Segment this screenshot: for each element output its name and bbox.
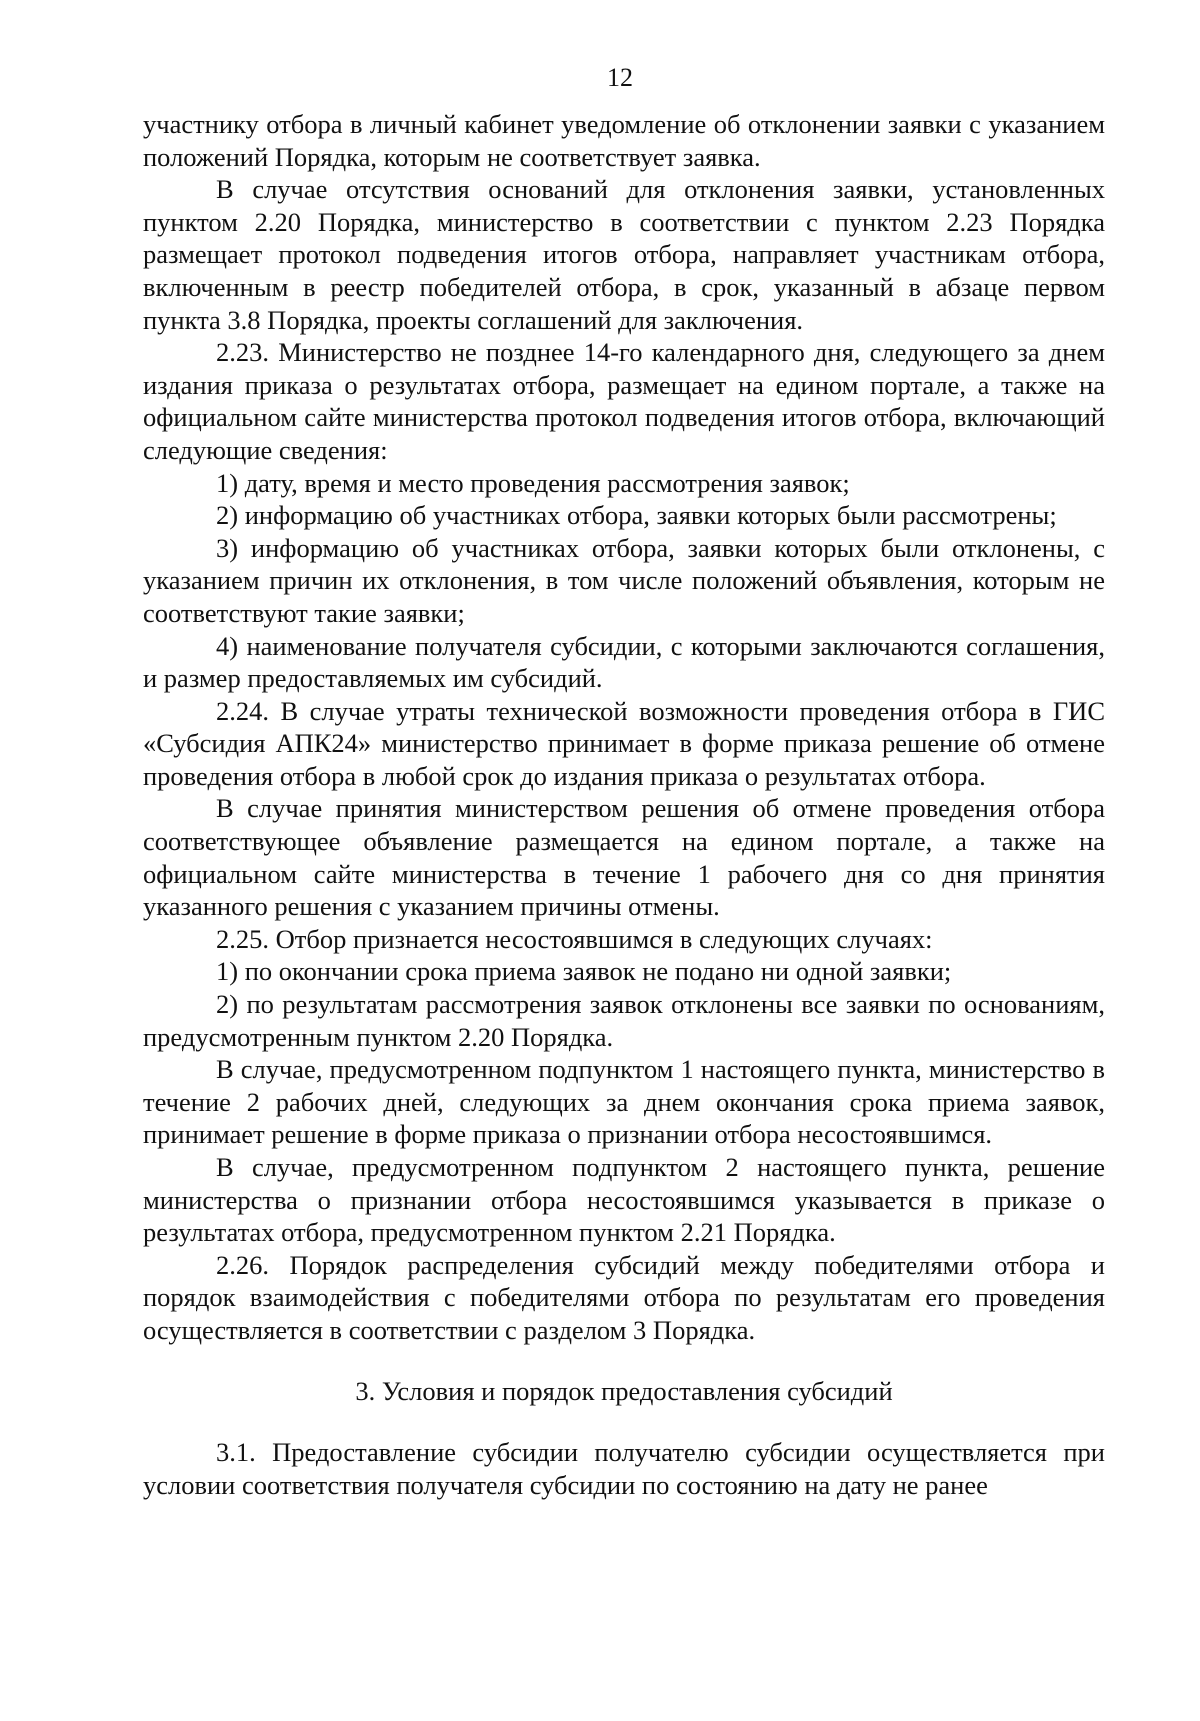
list-item: 3) информацию об участниках отбора, заявки которых были отклонены, с указанием причин их отклонения, в том числе положений объявления, которым не соответствуют такие заявки;: [143, 532, 1105, 628]
paragraph-clause-2-25: 2.25. Отбор признается несостоявшимся в следующих случаях:: [216, 923, 933, 954]
section-heading: 3. Условия и порядок предоставления субсидий: [355, 1375, 893, 1406]
paragraph: В случае принятия министерством решения об отмене проведения отбора соответствующее объявление размещается на едином портале, а также на официальном сайте министерства в течение 1 рабочего дня со дня принятия указанного решения с указанием причины отмены.: [143, 793, 1105, 922]
paragraph-continuation: участнику отбора в личный кабинет уведомление об отклонении заявки с указанием положений Порядка, которым не соответствует заявка.: [143, 109, 1105, 172]
paragraph: В случае отсутствия оснований для отклонения заявки, установленных пунктом 2.20 Порядка, министерство в соответствии с пунктом 2.23 Порядка размещает протокол подведения итогов отбора, направляет участникам отбора, включенным в реестр победителей отбора, в срок, указанный в абзаце первом пункта 3.8 Порядка, проекты соглашений для заключения.: [143, 174, 1105, 335]
paragraph-clause-2-23: 2.23. Министерство не позднее 14-го календарного дня, следующего за днем издания приказа о результатах отбора, размещает на едином портале, а также на официальном сайте министерства протокол подведения итогов отбора, включающий следующие сведения:: [143, 337, 1105, 465]
list-item: 1) дату, время и место проведения рассмотрения заявок;: [216, 467, 850, 498]
list-item: 1) по окончании срока приема заявок не подано ни одной заявки;: [216, 956, 952, 987]
page-number: 12: [607, 63, 633, 92]
document-body: [143, 108, 1105, 1501]
paragraph-clause-2-26: 2.26. Порядок распределения субсидий между победителями отбора и порядок взаимодействия с победителями отбора по результатам его проведения осуществляется в соответствии с разделом 3 Порядка.: [143, 1249, 1105, 1345]
paragraph: В случае, предусмотренном подпунктом 1 настоящего пункта, министерство в течение 2 рабочих дней, следующих за днем окончания срока приема заявок, принимает решение в форме приказа о признании отбора несостоявшимся.: [143, 1054, 1105, 1150]
list-item: 2) по результатам рассмотрения заявок отклонены все заявки по основаниям, предусмотренным пунктом 2.20 Порядка.: [143, 989, 1105, 1052]
paragraph: В случае, предусмотренном подпунктом 2 настоящего пункта, решение министерства о признании отбора несостоявшимся указывается в приказе о результатах отбора, предусмотренном пунктом 2.21 Порядка.: [143, 1152, 1105, 1248]
paragraph-clause-3-1: 3.1. Предоставление субсидии получателю субсидии осуществляется при условии соответствия получателя субсидии по состоянию на дату не ранее: [143, 1437, 1105, 1500]
list-item: 2) информацию об участниках отбора, заявки которых были рассмотрены;: [216, 500, 1057, 531]
list-item: 4) наименование получателя субсидии, с которыми заключаются соглашения, и размер предоставляемых им субсидий.: [143, 630, 1105, 694]
paragraph-clause-2-24: 2.24. В случае утраты технической возможности проведения отбора в ГИС «Субсидия АПК24» министерство принимает в форме приказа решение об отмене проведения отбора в любой срок до издания приказа о результатах отбора.: [143, 695, 1105, 791]
